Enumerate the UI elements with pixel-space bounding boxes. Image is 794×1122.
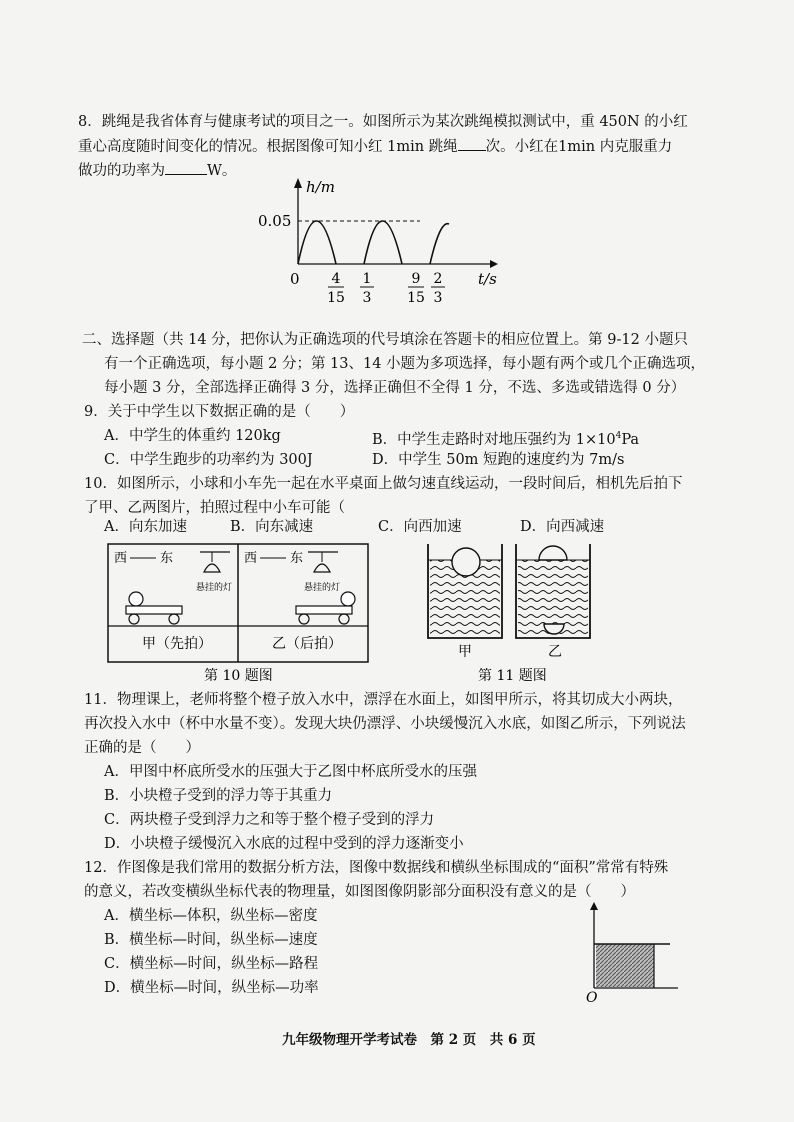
figure-10-caption: 第 10 题图 (204, 668, 273, 684)
q10-option-b[interactable]: B．向东减速 (230, 519, 314, 535)
cart-wheel (339, 614, 349, 624)
photo-b-caption: 乙（后拍） (272, 636, 342, 652)
q10-figure (100, 540, 380, 690)
q11-option-d[interactable]: D．小块橙子缓慢沉入水底的过程中受到的浮力逐渐变小 (104, 836, 464, 852)
q11-figure (408, 540, 598, 690)
lamp-label: 悬挂的灯 (304, 583, 341, 593)
q12-option-d[interactable]: D．横坐标—时间，纵坐标—功率 (104, 980, 319, 996)
ball-icon (129, 592, 143, 606)
q8-line3: 做功的功率为 W。 (78, 160, 236, 181)
q10-line1: 10．如图所示，小球和小车先一起在水平桌面上做匀速直线运动，一段时间后，相机先后拍下 (84, 476, 683, 492)
q9-option-d[interactable]: D．中学生 50m 短跑的速度约为 7m/s (372, 452, 625, 468)
q8-line1: 8．跳绳是我省体育与健康考试的项目之一。如图所示为某次跳绳模拟测试中，重 450N 的小红 (78, 114, 688, 130)
q10-line2: 了甲、乙两图片，拍照过程中小车可能（ (84, 500, 345, 516)
ball-icon (341, 592, 355, 606)
direction-east: 东 (160, 551, 174, 566)
q11-line1: 11．物理课上，老师将整个橙子放入水中，漂浮在水面上，如图甲所示，将其切成大小两块， (84, 692, 683, 708)
q11-line2: 再次投入水中（杯中水量不变）。发现大块仍漂浮、小块缓慢沉入水底，如图乙所示，下列说法 (84, 716, 686, 732)
lamp-label: 悬挂的灯 (196, 583, 233, 593)
direction-west: 西 (244, 551, 258, 566)
section2-line3: 每小题 3 分，全部选择正确得 3 分，选择正确但不全得 1 分，不选、多选或错选得 0 分） (104, 380, 686, 396)
q12-line2: 的意义，若改变横纵坐标代表的物理量，如图图像阴影部分面积没有意义的是（ ） (84, 884, 635, 900)
beaker-b-label: 乙 (548, 644, 562, 660)
hanging-lamp-icon (314, 564, 330, 572)
cart-body (126, 606, 182, 614)
cart-body (296, 606, 352, 614)
tick-1-den: 15 (327, 290, 345, 304)
q12-option-c[interactable]: C．横坐标—时间，纵坐标—路程 (104, 956, 319, 972)
shaded-area (596, 944, 654, 987)
whole-orange-icon (452, 548, 480, 576)
q10-option-a[interactable]: A．向东加速 (104, 519, 187, 535)
cart-wheel (299, 614, 309, 624)
q10-option-d[interactable]: D．向西减速 (520, 519, 605, 535)
cart-wheel (129, 614, 139, 624)
q8-line2: 重心高度随时间变化的情况。根据图像可知小红 1min 跳绳 次。小红在1min 内克服重力 (78, 136, 672, 157)
q12-line1: 12．作图像是我们常用的数据分析方法，图像中数据线和横纵坐标围成的“面积”常常有特殊 (84, 860, 669, 876)
cart-wheel (169, 614, 179, 624)
q10-option-c[interactable]: C．向西加速 (378, 519, 462, 535)
q9-option-a[interactable]: A．中学生的体重约 120kg (104, 428, 281, 444)
y-axis-label: h/m (306, 178, 335, 196)
page-footer: 九年级物理开学考试卷 第 2 页 共 6 页 (282, 1032, 536, 1048)
q11-option-a[interactable]: A．甲图中杯底所受水的压强大于乙图中杯底所受水的压强 (104, 764, 477, 780)
q11-option-b[interactable]: B．小块橙子受到的浮力等于其重力 (104, 788, 333, 804)
tick-2-den: 3 (362, 290, 372, 304)
q8-height-time-graph (250, 172, 510, 304)
jump-curve-3 (430, 224, 449, 264)
tick-2-num: 1 (362, 271, 372, 287)
q9-stem: 9．关于中学生以下数据正确的是（ ） (84, 404, 355, 420)
direction-east: 东 (290, 551, 304, 566)
answer-blank-jumps[interactable] (458, 136, 486, 151)
direction-west: 西 (114, 551, 128, 566)
large-orange-piece-icon (539, 546, 567, 560)
q12-shaded-area-graph (580, 900, 690, 1006)
y-tick-label: 0.05 (258, 212, 292, 230)
x-axis-arrow (490, 260, 498, 268)
jump-curve-2 (364, 221, 402, 264)
q12-option-b[interactable]: B．横坐标—时间，纵坐标—速度 (104, 932, 318, 948)
beaker-a-label: 甲 (458, 644, 472, 660)
tick-4-den: 3 (433, 290, 443, 304)
jump-curve-1 (298, 221, 336, 264)
figure-11-caption: 第 11 题图 (478, 668, 547, 684)
q11-line3: 正确的是（ ） (84, 740, 200, 756)
section2-line1: 二、选择题（共 14 分，把你认为正确选项的代号填涂在答题卡的相应位置上。第 9-12 小题只 (82, 332, 688, 348)
hanging-lamp-icon (204, 564, 220, 572)
tick-4-num: 2 (433, 271, 443, 287)
answer-blank-power[interactable] (165, 160, 207, 175)
tick-3-den: 15 (407, 290, 425, 304)
origin-label: 0 (290, 270, 300, 288)
q9-option-c[interactable]: C．中学生跑步的功率约为 300J (104, 452, 313, 468)
q11-option-c[interactable]: C．两块橙子受到浮力之和等于整个橙子受到的浮力 (104, 812, 435, 828)
y-axis-arrow (294, 178, 302, 188)
y-axis-arrow (590, 902, 598, 910)
x-axis-label: t/s (478, 270, 497, 288)
tick-1-num: 4 (331, 271, 341, 287)
q12-option-a[interactable]: A．横坐标—体积，纵坐标—密度 (104, 908, 318, 924)
q9-option-b[interactable]: B．中学生走路时对地压强约为 $1\times 10^4Pa$ (372, 431, 640, 448)
tick-3-num: 9 (411, 271, 421, 287)
origin-label: O (586, 990, 598, 1006)
section2-line2: 有一个正确选项，每小题 2 分；第 13、14 小题为多项选择，每小题有两个或几个正确选项， (104, 356, 706, 372)
photo-a-caption: 甲（先拍） (142, 636, 212, 652)
